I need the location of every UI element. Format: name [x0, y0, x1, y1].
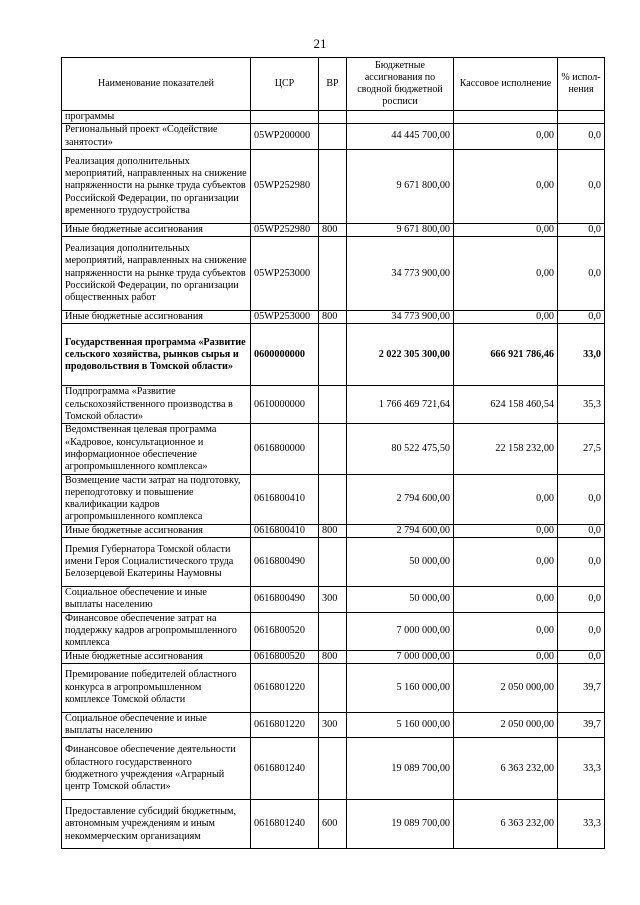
cell-csr: 05WP200000 — [251, 124, 319, 150]
table-row — [62, 223, 605, 236]
cell-vr — [319, 663, 347, 712]
cell-vr: 300 — [319, 712, 347, 738]
cell-percent: 0,0 — [558, 474, 605, 524]
cell-budget: 44 445 700,00 — [347, 124, 454, 150]
table-row — [62, 524, 605, 537]
table-row — [62, 386, 605, 424]
cell-percent: 39,7 — [558, 712, 605, 738]
header-percent: % испол-нения — [558, 58, 605, 111]
cell-name: Иные бюджетные ассигнования — [62, 650, 251, 663]
cell-percent: 0,0 — [558, 650, 605, 663]
cell-name: Социальное обеспечение и иные выплаты населению — [62, 587, 251, 613]
cell-cash: 0,00 — [454, 538, 558, 587]
cell-percent: 0,0 — [558, 237, 605, 311]
cell-vr: 800 — [319, 311, 347, 324]
cell-cash: 666 921 786,46 — [454, 324, 558, 386]
cell-cash: 2 050 000,00 — [454, 712, 558, 738]
cell-cash: 0,00 — [454, 612, 558, 650]
cell-vr — [319, 111, 347, 124]
cell-csr: 0616801240 — [251, 800, 319, 849]
cell-budget: 7 000 000,00 — [347, 612, 454, 650]
cell-name: Иные бюджетные ассигнования — [62, 223, 251, 236]
table-row — [62, 474, 605, 524]
cell-name: Реализация дополнительных мероприятий, направленных на снижение напряженности на рынке труда субъектов Российской Федерации, по организации общественных работ — [62, 237, 251, 311]
cell-name: Предоставление субсидий бюджетным, автономным учреждениям и иным некоммерческим организациям — [62, 800, 251, 849]
cell-budget: 5 160 000,00 — [347, 663, 454, 712]
cell-name: Иные бюджетные ассигнования — [62, 524, 251, 537]
cell-csr: 0616801220 — [251, 712, 319, 738]
header-name: Наименование показателей — [62, 58, 251, 111]
cell-vr: 800 — [319, 524, 347, 537]
cell-cash: 22 158 232,00 — [454, 424, 558, 474]
cell-csr: 0616800520 — [251, 612, 319, 650]
cell-vr — [319, 149, 347, 223]
cell-percent: 27,5 — [558, 424, 605, 474]
cell-percent: 33,3 — [558, 800, 605, 849]
cell-budget: 19 089 700,00 — [347, 800, 454, 849]
header-csr: ЦСР — [251, 58, 319, 111]
cell-budget: 9 671 800,00 — [347, 149, 454, 223]
cell-cash: 6 363 232,00 — [454, 800, 558, 849]
cell-csr: 05WP252980 — [251, 223, 319, 236]
cell-cash: 0,00 — [454, 311, 558, 324]
cell-csr: 05WP253000 — [251, 311, 319, 324]
page-number: 21 — [313, 36, 327, 51]
cell-cash: 0,00 — [454, 223, 558, 236]
table-row — [62, 424, 605, 474]
cell-cash — [454, 111, 558, 124]
cell-vr: 800 — [319, 223, 347, 236]
table-row — [62, 800, 605, 849]
cell-budget: 50 000,00 — [347, 538, 454, 587]
cell-percent: 39,7 — [558, 663, 605, 712]
cell-name: Государственная программа «Развитие сельского хозяйства, рынков сырья и продовольствия в Томской области» — [62, 324, 251, 386]
cell-cash: 2 050 000,00 — [454, 663, 558, 712]
table-row — [62, 650, 605, 663]
cell-cash: 0,00 — [454, 149, 558, 223]
table-row — [62, 124, 605, 150]
cell-csr: 0616800410 — [251, 474, 319, 524]
cell-percent: 0,0 — [558, 223, 605, 236]
table-header-row — [62, 58, 605, 111]
header-cash: Кассовое исполнение — [454, 58, 558, 111]
cell-budget: 2 794 600,00 — [347, 474, 454, 524]
table-row — [62, 311, 605, 324]
cell-percent: 0,0 — [558, 612, 605, 650]
cell-budget: 34 773 900,00 — [347, 311, 454, 324]
cell-name: Ведомственная целевая программа «Кадровое, консультационное и информационное обеспечение агропромышленного комплекса» — [62, 424, 251, 474]
cell-percent: 0,0 — [558, 311, 605, 324]
cell-vr — [319, 386, 347, 424]
cell-vr: 800 — [319, 650, 347, 663]
cell-percent: 35,3 — [558, 386, 605, 424]
cell-percent: 33,0 — [558, 324, 605, 386]
cell-name: Премирование победителей областного конкурса в агропромышленном комплексе Томской области — [62, 663, 251, 712]
header-vr: ВР — [319, 58, 347, 111]
cell-name: Социальное обеспечение и иные выплаты населению — [62, 712, 251, 738]
cell-cash: 624 158 460,54 — [454, 386, 558, 424]
cell-csr: 0600000000 — [251, 324, 319, 386]
table-row — [62, 149, 605, 223]
table-row — [62, 587, 605, 613]
cell-name: Иные бюджетные ассигнования — [62, 311, 251, 324]
cell-csr: 0616801240 — [251, 738, 319, 800]
cell-name: Финансовое обеспечение деятельности областного государственного бюджетного учреждения «Аграрный центр Томской области» — [62, 738, 251, 800]
cell-vr — [319, 612, 347, 650]
cell-name: Возмещение части затрат на подготовку, переподготовку и повышение квалификации кадров агропромышленного комплекса — [62, 474, 251, 524]
cell-vr — [319, 124, 347, 150]
cell-vr — [319, 237, 347, 311]
cell-csr: 0610000000 — [251, 386, 319, 424]
cell-cash: 0,00 — [454, 524, 558, 537]
cell-budget: 9 671 800,00 — [347, 223, 454, 236]
budget-table — [61, 57, 605, 849]
header-budget: Бюджетные ассигнования по сводной бюджетной росписи — [347, 58, 454, 111]
cell-name: Подпрограмма «Развитие сельскохозяйственного производства в Томской области» — [62, 386, 251, 424]
cell-cash: 0,00 — [454, 650, 558, 663]
cell-csr: 05WP252980 — [251, 149, 319, 223]
cell-cash: 0,00 — [454, 237, 558, 311]
cell-vr: 300 — [319, 587, 347, 613]
cell-name: Премия Губернатора Томской области имени Героя Социалистического труда Белозерцевой Екатерины Наумовны — [62, 538, 251, 587]
cell-percent: 33,3 — [558, 738, 605, 800]
table-row — [62, 111, 605, 124]
cell-budget — [347, 111, 454, 124]
cell-name: Реализация дополнительных мероприятий, направленных на снижение напряженности на рынке труда субъектов Российской Федерации, по организации временного трудоустройства — [62, 149, 251, 223]
cell-csr: 0616800410 — [251, 524, 319, 537]
cell-percent: 0,0 — [558, 524, 605, 537]
table-row — [62, 712, 605, 738]
cell-csr — [251, 111, 319, 124]
cell-vr — [319, 474, 347, 524]
cell-csr: 0616800490 — [251, 538, 319, 587]
table-row — [62, 738, 605, 800]
cell-vr: 600 — [319, 800, 347, 849]
cell-budget: 1 766 469 721,64 — [347, 386, 454, 424]
cell-vr — [319, 324, 347, 386]
cell-percent: 0,0 — [558, 587, 605, 613]
cell-cash: 0,00 — [454, 587, 558, 613]
cell-vr — [319, 738, 347, 800]
cell-budget: 34 773 900,00 — [347, 237, 454, 311]
cell-vr — [319, 424, 347, 474]
cell-csr: 0616801220 — [251, 663, 319, 712]
cell-name: программы — [62, 111, 251, 124]
cell-budget: 19 089 700,00 — [347, 738, 454, 800]
cell-cash: 6 363 232,00 — [454, 738, 558, 800]
table-row — [62, 612, 605, 650]
table-body — [62, 111, 605, 849]
cell-percent: 0,0 — [558, 124, 605, 150]
cell-percent: 0,0 — [558, 149, 605, 223]
cell-budget: 7 000 000,00 — [347, 650, 454, 663]
cell-budget: 50 000,00 — [347, 587, 454, 613]
cell-percent — [558, 111, 605, 124]
cell-cash: 0,00 — [454, 124, 558, 150]
cell-budget: 2 794 600,00 — [347, 524, 454, 537]
cell-budget: 2 022 305 300,00 — [347, 324, 454, 386]
cell-name: Финансовое обеспечение затрат на поддержку кадров агропромышленного комплекса — [62, 612, 251, 650]
table-row — [62, 538, 605, 587]
table-row — [62, 663, 605, 712]
cell-csr: 0616800490 — [251, 587, 319, 613]
cell-vr — [319, 538, 347, 587]
cell-name: Региональный проект «Содействие занятости» — [62, 124, 251, 150]
cell-csr: 0616800000 — [251, 424, 319, 474]
cell-budget: 80 522 475,50 — [347, 424, 454, 474]
table-row — [62, 237, 605, 311]
cell-percent: 0,0 — [558, 538, 605, 587]
cell-csr: 0616800520 — [251, 650, 319, 663]
cell-budget: 5 160 000,00 — [347, 712, 454, 738]
cell-csr: 05WP253000 — [251, 237, 319, 311]
table-row — [62, 324, 605, 386]
cell-cash: 0,00 — [454, 474, 558, 524]
